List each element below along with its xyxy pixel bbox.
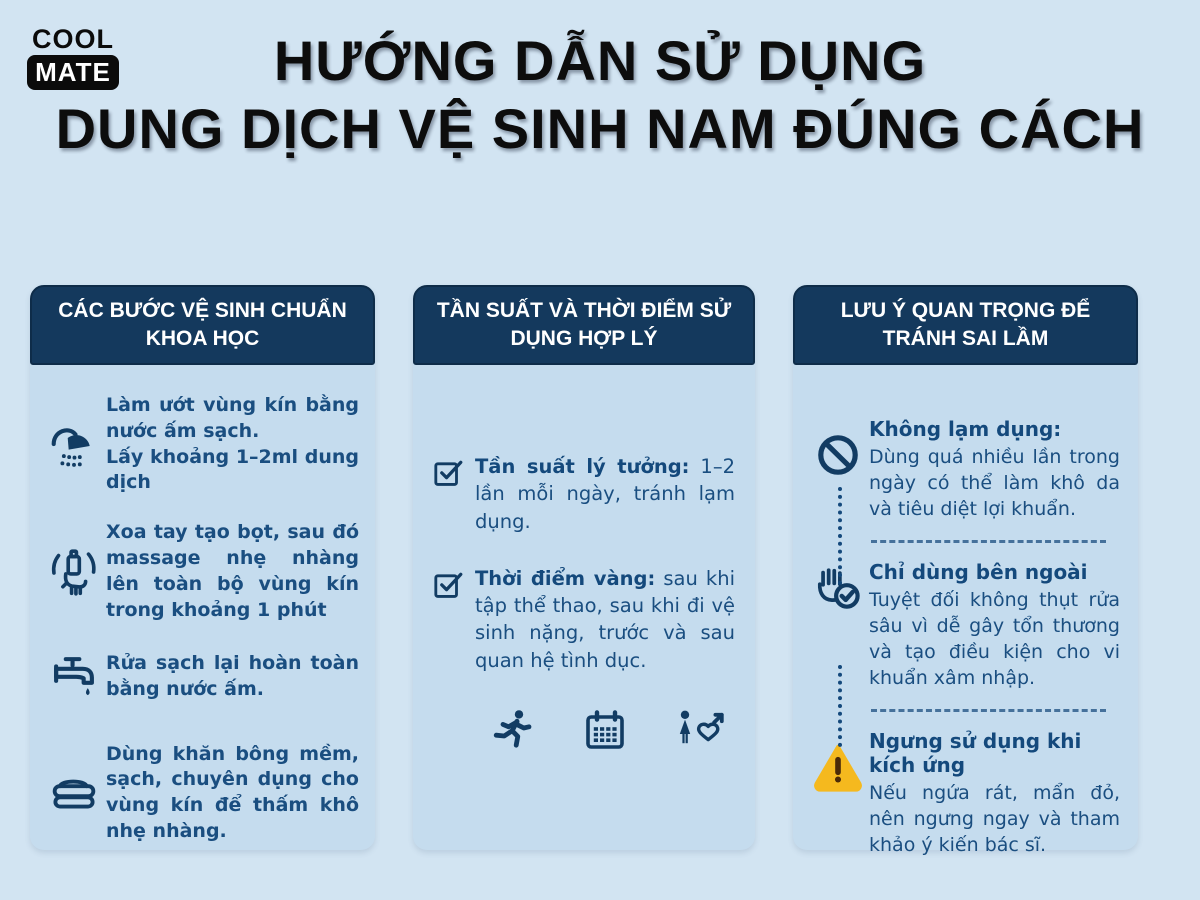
calendar-icon [581, 706, 629, 754]
point-body: sau khi tập thể thao, sau khi đi vệ sinh nặng, trước và sau quan hệ tình dục. [475, 566, 735, 672]
note-text: Dùng quá nhiều lần trong ngày có thể làm khô da và tiêu diệt lợi khuẩn. [869, 446, 1120, 521]
step-line: Lấy khoảng 1–2ml dung dịch [106, 445, 359, 494]
point-body: 1–2 lần mỗi ngày, tránh lạm dụng. [475, 455, 735, 533]
point-text [475, 453, 735, 535]
point-timing [431, 565, 735, 674]
step-line: Xoa tay tạo bọt, sau đó massage nhẹ nhàng lên toàn bộ vùng kín trong khoảng 1 phút [106, 521, 359, 621]
dotted-connector [838, 665, 842, 747]
step-text [106, 651, 359, 703]
note-external-only [807, 560, 1120, 692]
note-content [869, 560, 1120, 692]
prohibition-icon [807, 417, 869, 479]
point-frequency [431, 453, 735, 535]
step-line: Rửa sạch lại hoàn toàn bằng nước ấm. [106, 651, 359, 700]
context-icons [431, 706, 735, 754]
note-title: Chỉ dùng bên ngoài [869, 559, 1088, 584]
note-text: Nếu ngứa rát, mẩn đỏ, nên ngưng ngay và tham khảo ý kiến bác sĩ. [869, 781, 1120, 856]
point-text [475, 565, 735, 674]
towel-icon [42, 764, 106, 822]
column-frequency [413, 285, 755, 850]
note-content [869, 417, 1120, 523]
column-frequency-header: TẦN SUẤT VÀ THỜI ĐIỂM SỬ DỤNG HỢP LÝ [413, 285, 755, 365]
dotted-connector [838, 487, 842, 585]
page-title-line1: HƯỚNG DẪN SỬ DỤNG [273, 29, 927, 92]
shower-icon [42, 416, 106, 474]
step-rinse [42, 648, 359, 706]
note-text: Tuyệt đối không thụt rửa sâu vì dễ gây tổn thương và tạo điều kiện cho vi khuẩn xâm nhập. [869, 588, 1120, 690]
lather-hand-icon [42, 543, 106, 601]
checkbox-icon [431, 453, 475, 489]
checkbox-icon [431, 565, 475, 601]
note-no-overuse [807, 417, 1120, 523]
step-text [106, 520, 359, 623]
logo-text-cool: COOL [32, 24, 114, 54]
column-warnings-header: LƯU Ý QUAN TRỌNG ĐỂ TRÁNH SAI LẦM [793, 285, 1138, 365]
couple-icon [673, 706, 727, 754]
point-lead: Tần suất lý tưởng: [475, 455, 690, 478]
note-content [869, 729, 1120, 859]
faucet-icon [42, 648, 106, 706]
step-dry [42, 742, 359, 845]
step-line: Làm ướt vùng kín bằng nước ấm sạch. [106, 394, 359, 442]
note-title: Không lạm dụng: [869, 417, 1062, 441]
dashed-separator [871, 540, 1106, 543]
column-steps [30, 285, 375, 850]
column-steps-header: CÁC BƯỚC VỆ SINH CHUẨN KHOA HỌC [30, 285, 375, 365]
point-lead: Thời điểm vàng: [475, 566, 656, 590]
step-line: Dùng khăn bông mềm, sạch, chuyên dụng cho vùng kín để thấm khô nhẹ nhàng. [106, 742, 359, 843]
column-warnings [793, 285, 1138, 856]
dashed-separator [871, 709, 1106, 712]
step-wet [42, 393, 359, 496]
column-steps-body [30, 365, 375, 850]
step-lather [42, 520, 359, 623]
step-text [106, 742, 359, 845]
column-frequency-body [413, 365, 755, 850]
logo-text-mate: MATE [27, 55, 119, 90]
note-title: Ngưng sử dụng khi kích ứng [869, 728, 1082, 777]
step-text [106, 393, 359, 496]
column-warnings-body [793, 365, 1138, 856]
page-title-line2: DUNG DỊCH VỆ SINH NAM ĐÚNG CÁCH [55, 97, 1145, 160]
runner-icon [489, 706, 537, 754]
note-stop-if-irritated [807, 729, 1120, 859]
